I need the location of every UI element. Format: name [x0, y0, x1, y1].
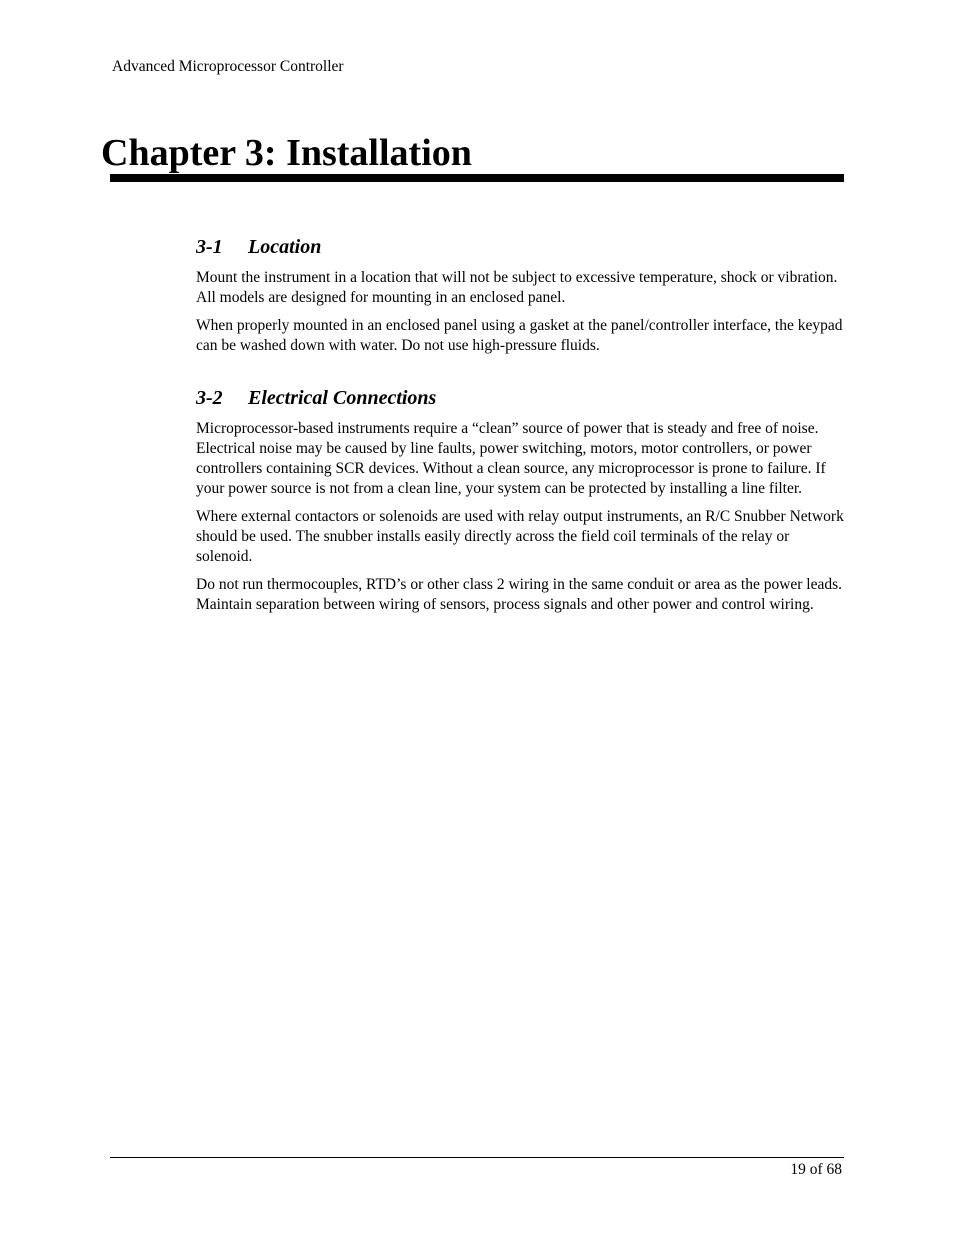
chapter-title-rule — [110, 174, 844, 182]
section-heading-location — [196, 234, 844, 260]
chapter-title: Chapter 3: Installation — [101, 132, 472, 174]
footer-rule — [110, 1157, 844, 1158]
running-header: Advanced Microprocessor Controller — [112, 58, 344, 75]
section-title: Location — [248, 236, 322, 258]
section-number: 3-1 — [196, 236, 223, 258]
section-location — [196, 234, 844, 364]
paragraph: Mount the instrument in a location that will not be subject to excessive temperature, shock or vibration. All models are designed for mounting in an enclosed panel. — [196, 269, 838, 306]
page-number: 19 of 68 — [790, 1161, 842, 1178]
section-electrical-connections — [196, 385, 844, 623]
paragraph: Do not run thermocouples, RTD’s or other class 2 wiring in the same conduit or area as the power leads. Maintain separation between wiring of sensors, process signals and other power and control wiring. — [196, 576, 843, 613]
section-heading-electrical-connections — [196, 385, 844, 411]
paragraph: Where external contactors or solenoids are used with relay output instruments, an R/C Snubber Network should be used. The snubber installs easily directly across the field coil terminals of the relay or solenoid. — [196, 508, 844, 565]
paragraph: When properly mounted in an enclosed panel using a gasket at the panel/controller interface, the keypad can be washed down with water. Do not use high-pressure fluids. — [196, 317, 843, 354]
section-number: 3-2 — [196, 387, 223, 409]
section-title: Electrical Connections — [248, 387, 437, 409]
paragraph: Microprocessor-based instruments require a “clean” source of power that is steady and free of noise. Electrical noise may be caused by line faults, power switching, motors, motor controllers, or power controllers containing SCR devices. Without a clean source, any microprocessor is prone to failure. If your power source is not from a clean line, your system can be protected by installing a line filter. — [196, 420, 826, 497]
